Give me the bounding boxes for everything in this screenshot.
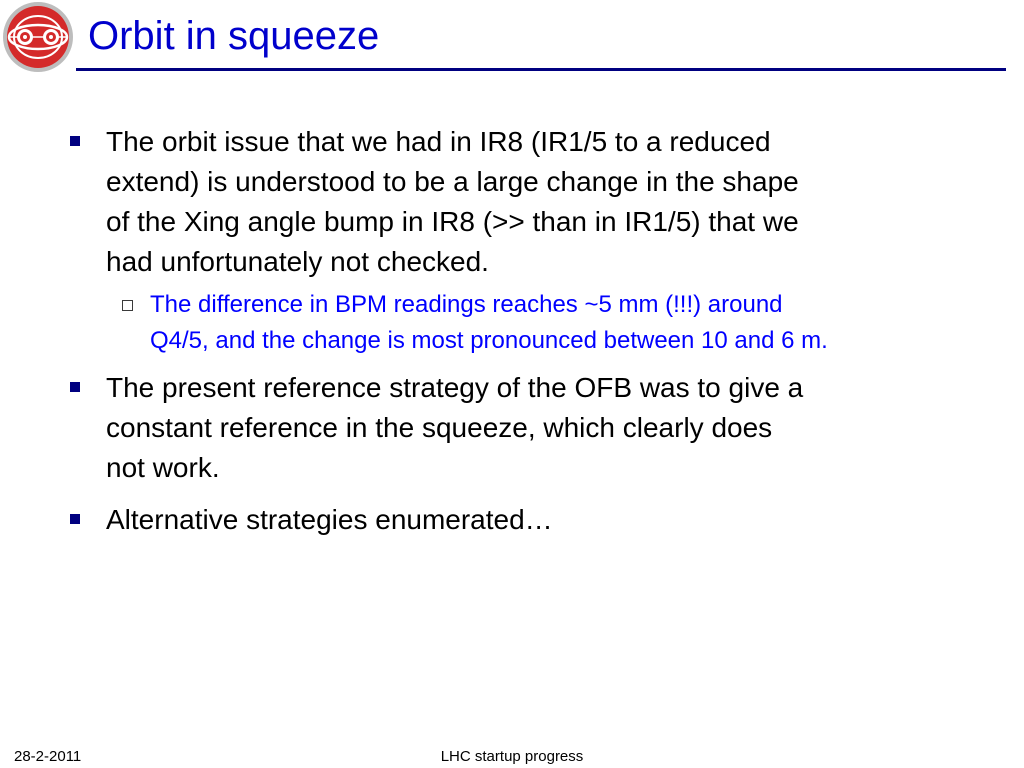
hollow-square-bullet-icon	[122, 300, 133, 311]
sub-bullet-text-line: Q4/5, and the change is most pronounced between 10 and 6 m.	[150, 327, 828, 354]
lhc-logo	[1, 1, 75, 73]
footer-date: 28-2-2011	[14, 748, 82, 765]
bullet-item-3	[106, 500, 553, 540]
footer-title: LHC startup progress	[440, 748, 584, 765]
bullet-text-line: The present reference strategy of the OFB was to give a	[106, 372, 804, 403]
bullet-text-line: The orbit issue that we had in IR8 (IR1/5 to a reduced	[106, 126, 771, 157]
sub-bullet-text-line: The difference in BPM readings reaches ~5 mm (!!!) around	[150, 291, 783, 318]
bullet-item-1	[106, 122, 799, 282]
square-bullet-icon	[70, 382, 80, 392]
bullet-text-line: of the Xing angle bump in IR8 (>> than in IR1/5) that we	[106, 206, 799, 237]
square-bullet-icon	[70, 136, 80, 146]
square-bullet-icon	[70, 514, 80, 524]
slide-title: Orbit in squeeze	[88, 14, 380, 58]
bullet-text-line: Alternative strategies enumerated…	[106, 504, 553, 535]
sub-bullet-item	[150, 287, 828, 359]
bullet-text-line: had unfortunately not checked.	[106, 246, 489, 277]
bullet-text-line: not work.	[106, 452, 220, 483]
bullet-text-line: constant reference in the squeeze, which clearly does	[106, 412, 773, 443]
title-underline	[76, 68, 1006, 71]
bullet-text-line: extend) is understood to be a large change in the shape	[106, 166, 799, 197]
bullet-item-2	[106, 368, 803, 488]
